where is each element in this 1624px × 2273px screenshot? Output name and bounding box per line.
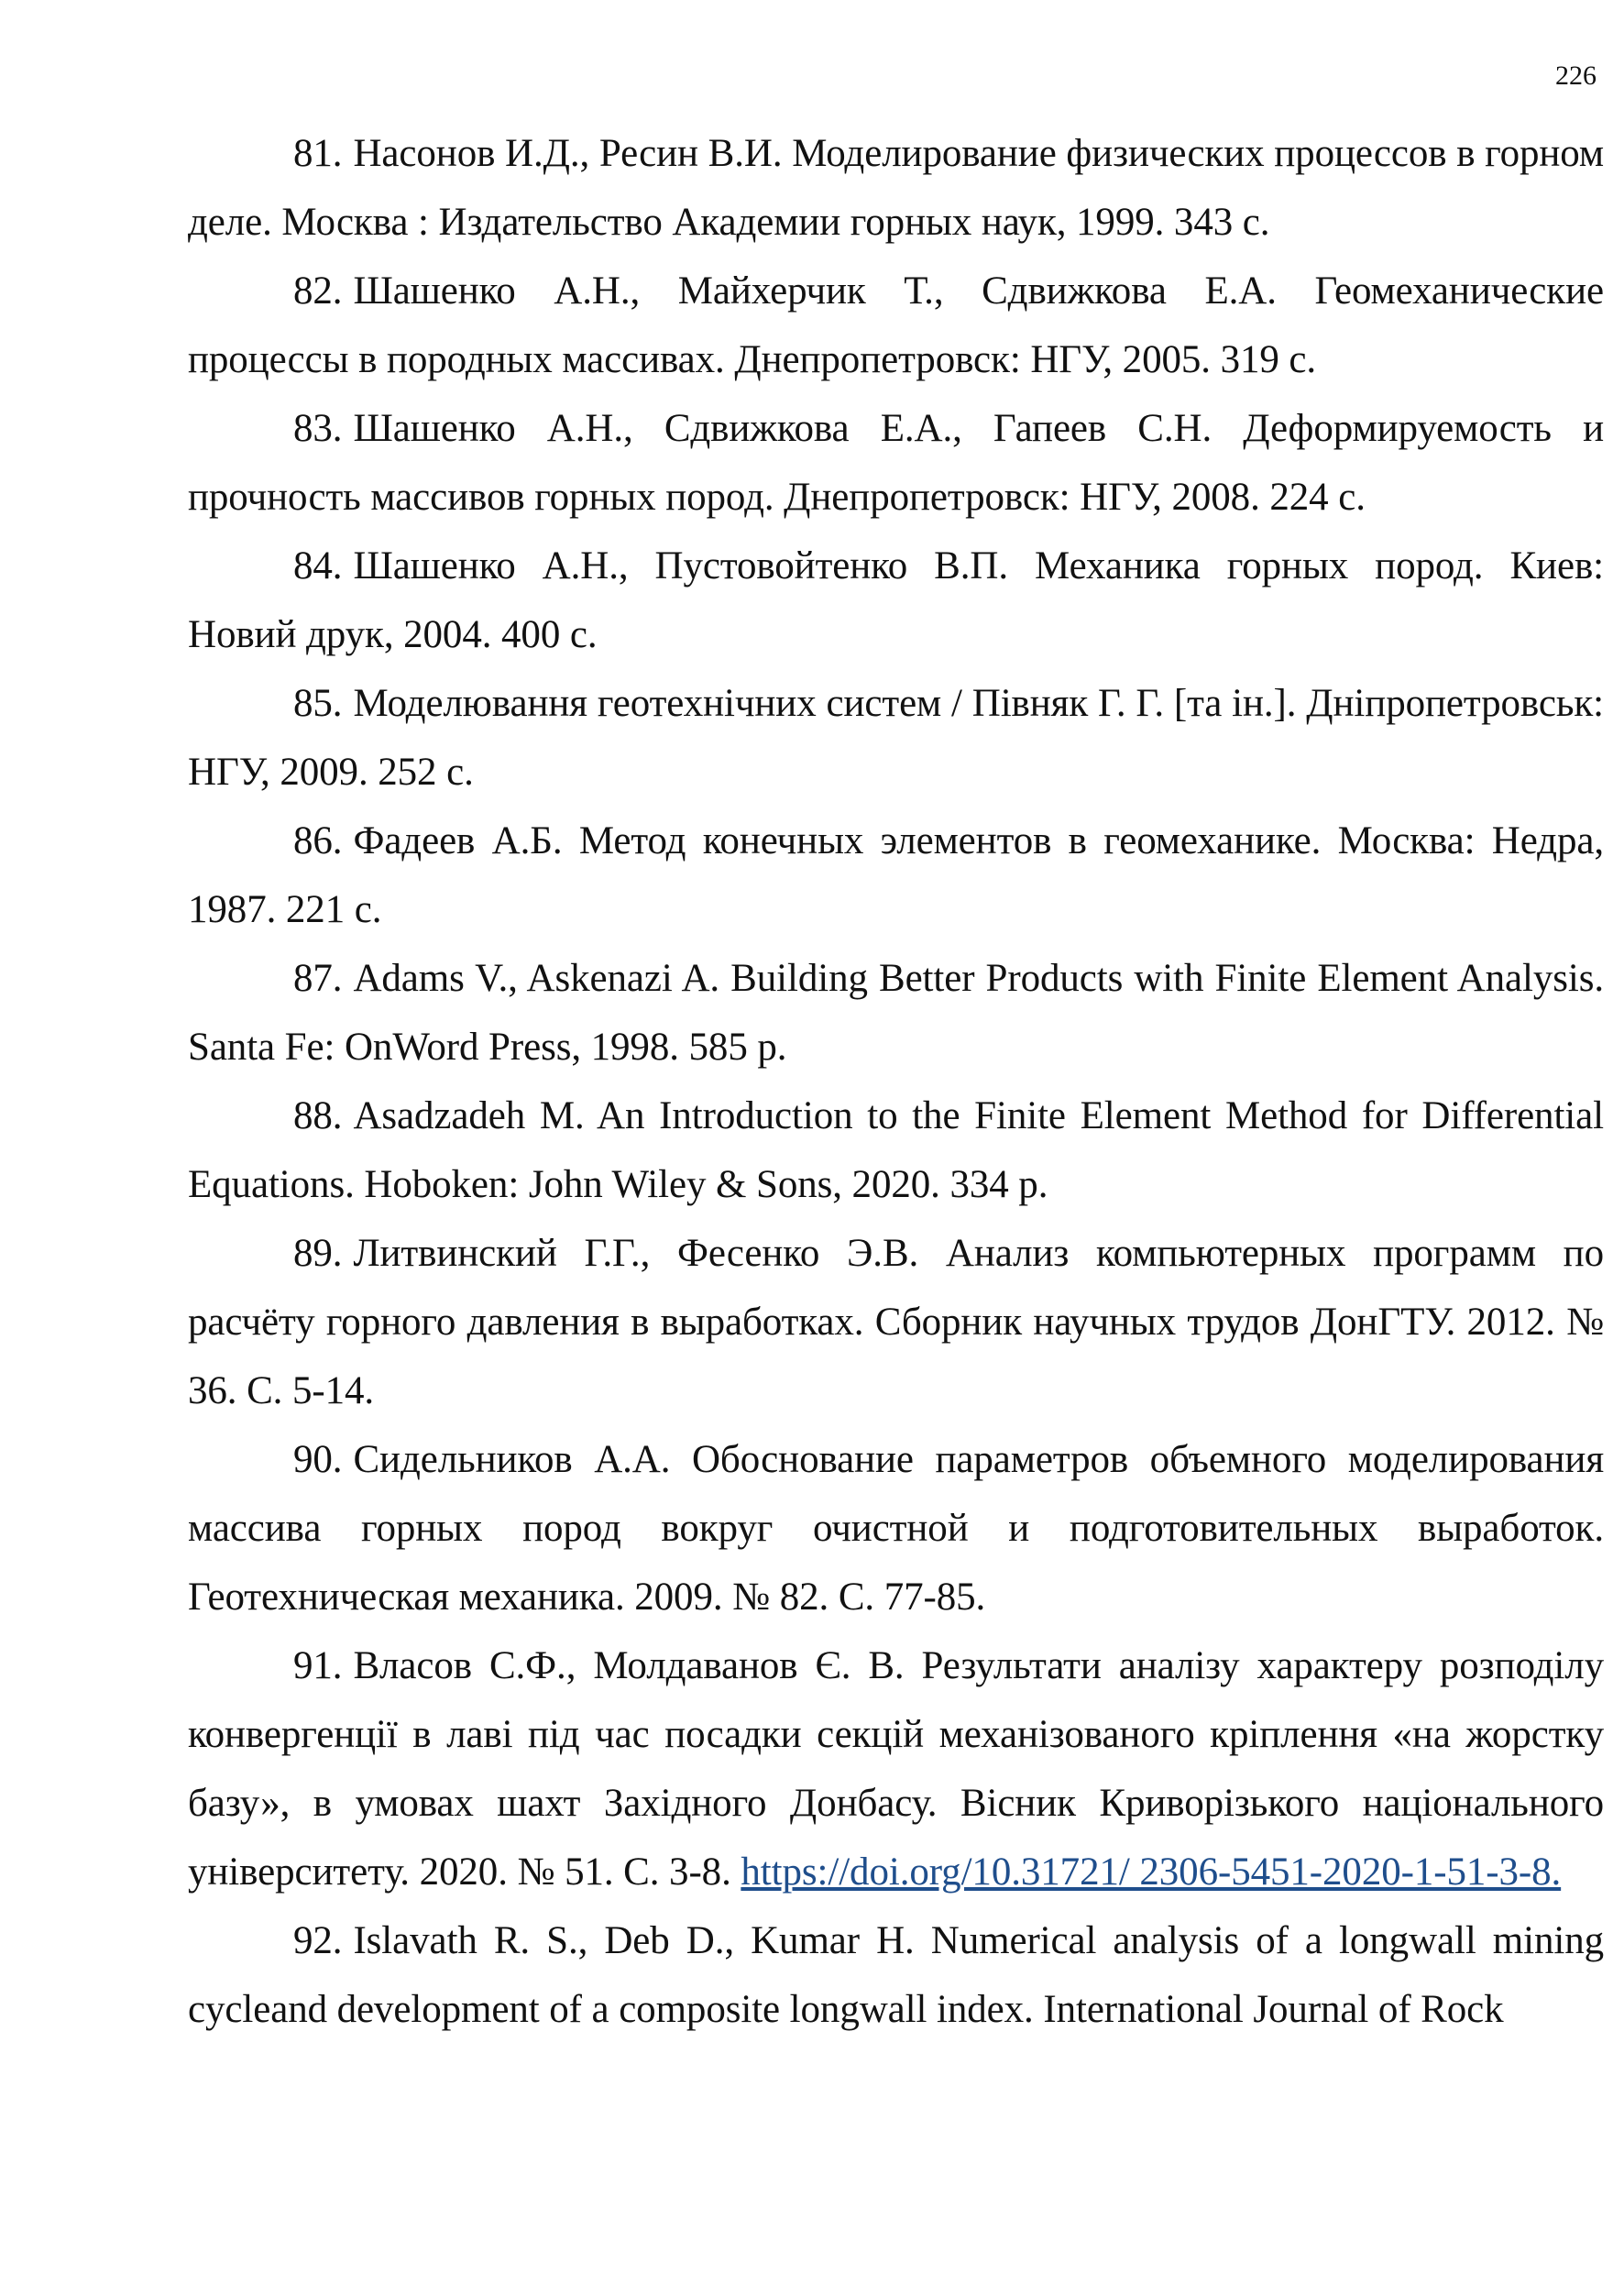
reference-text: Литвинский Г.Г., Фесенко Э.В. Анализ компьютерных программ по расчёту горного давления в выработках. Сборник научных трудов ДонГТУ. 2012. № 36. С. 5-14.: [188, 1232, 1604, 1412]
reference-item: [188, 669, 1604, 807]
reference-text: Asadzadeh M. An Introduction to the Finite Element Method for Differential Equations. Hoboken: John Wiley & Sons, 2020. 334 p.: [188, 1094, 1604, 1206]
reference-text: Насонов И.Д., Ресин В.И. Моделирование физических процессов в горном деле. Москва : Издательство Академии горных наук, 1999. 343 с.: [188, 132, 1604, 244]
reference-item: [188, 1425, 1604, 1631]
reference-number: 84.: [293, 544, 343, 587]
reference-item: [188, 119, 1604, 257]
reference-item: [188, 1906, 1604, 2044]
reference-item: [188, 1219, 1604, 1425]
reference-item: [188, 1082, 1604, 1219]
reference-text: Сидельников А.А. Обоснование параметров объемного моделирования массива горных пород вокруг очистной и подготовительных выработок. Геотехническая механика. 2009. № 82. С. 77-85.: [188, 1438, 1604, 1619]
reference-item: [188, 257, 1604, 394]
reference-text: Фадеев А.Б. Метод конечных элементов в геомеханике. Москва: Недра, 1987. 221 с.: [188, 819, 1604, 931]
reference-list: [188, 119, 1604, 2044]
reference-number: 88.: [293, 1094, 343, 1137]
page-number: 226: [1555, 60, 1597, 91]
reference-number: 90.: [293, 1438, 343, 1481]
reference-number: 92.: [293, 1919, 343, 1962]
reference-text: Власов С.Ф., Молдаванов Є. В. Результати аналізу характеру розподілу конвергенції в лаві під час посадки секцій механізованого кріплення «на жорстку базу», в умовах шахт Західного Донбасу. Вісник Криворізького національного університету. 2020. № 51. С. 3-8.: [188, 1644, 1604, 1894]
reference-number: 87.: [293, 957, 343, 1000]
reference-text: Шашенко А.Н., Пустовойтенко В.П. Механика горных пород. Киев: Новий друк, 2004. 400 с.: [188, 544, 1604, 656]
reference-item: [188, 394, 1604, 532]
reference-number: 81.: [293, 132, 343, 175]
reference-number: 89.: [293, 1232, 343, 1275]
reference-text: Adams V., Askenazi A. Building Better Products with Finite Element Analysis. Santa Fe: OnWord Press, 1998. 585 p.: [188, 957, 1604, 1069]
reference-text: Моделювання геотехнічних систем / Півняк Г. Г. [та ін.]. Дніпропетровськ: НГУ, 2009. 252 с.: [188, 682, 1604, 794]
reference-text: Islavath R. S., Deb D., Kumar H. Numerical analysis of a longwall mining cycleand development of a composite longwall index. International Journal of Rock: [188, 1919, 1604, 2031]
reference-text: Шашенко А.Н., Майхерчик Т., Сдвижкова Е.А. Геомеханические процессы в породных массивах. Днепропетровск: НГУ, 2005. 319 с.: [188, 269, 1604, 381]
reference-text: Шашенко А.Н., Сдвижкова Е.А., Гапеев С.Н. Деформируемость и прочность массивов горных пород. Днепропетровск: НГУ, 2008. 224 с.: [188, 407, 1604, 519]
doi-link[interactable]: https://doi.org/10.31721/ 2306-5451-2020-1-51-3-8.: [741, 1850, 1562, 1894]
reference-number: 83.: [293, 407, 343, 450]
reference-item: [188, 944, 1604, 1082]
reference-number: 86.: [293, 819, 343, 862]
reference-number: 82.: [293, 269, 343, 313]
reference-number: 85.: [293, 682, 343, 725]
reference-item: [188, 532, 1604, 669]
reference-item: [188, 807, 1604, 944]
reference-number: 91.: [293, 1644, 343, 1687]
reference-item: [188, 1631, 1604, 1906]
